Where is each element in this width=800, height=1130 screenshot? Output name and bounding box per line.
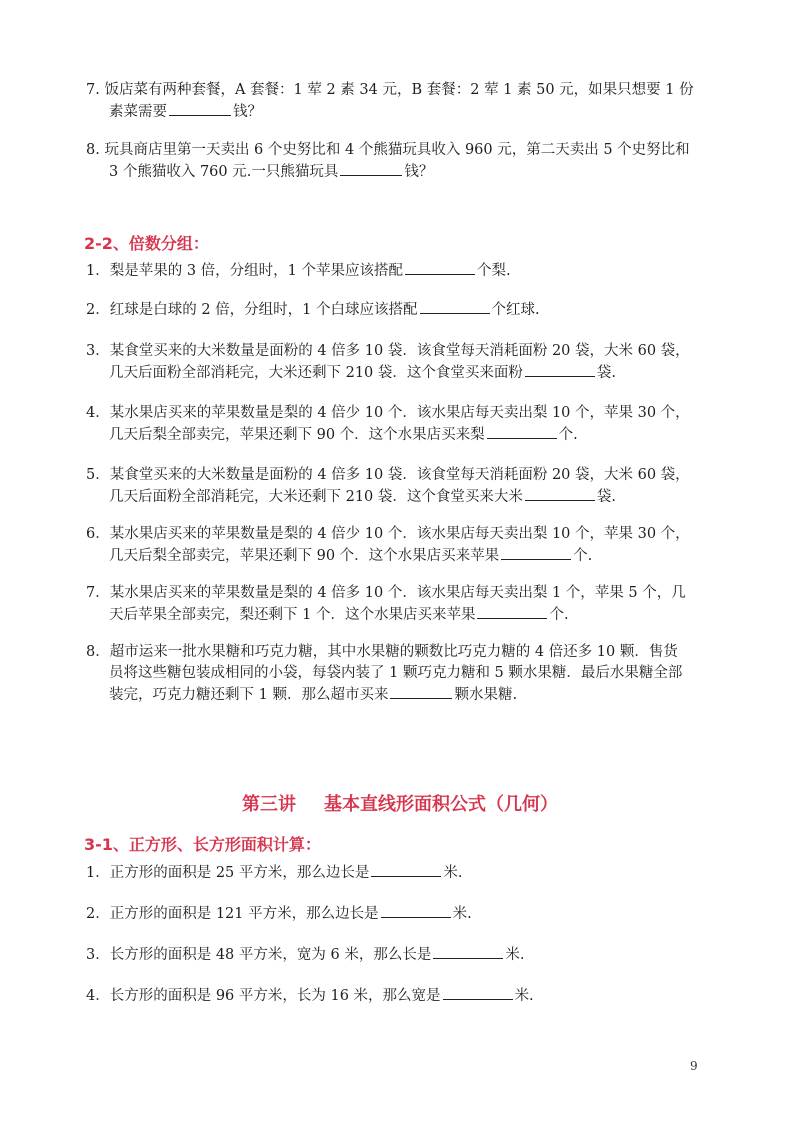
problem-line: 4．某水果店买来的苹果数量是梨的 4 倍少 10 个．该水果店每天卖出梨 10 个，苹果 30 个，	[86, 405, 690, 421]
problem-text: 天后苹果全部卖完，梨还剩下 1 个．这个水果店买来苹果	[109, 607, 476, 623]
answer-blank[interactable]	[477, 604, 547, 619]
problem-line	[109, 101, 262, 122]
answer-blank[interactable]	[420, 299, 490, 314]
answer-blank[interactable]	[169, 101, 231, 116]
problem-text: 几天后梨全部卖完，苹果还剩下 90 个．这个水果店买来梨	[109, 427, 485, 443]
problem-line	[109, 684, 517, 705]
problem-line: 6．某水果店买来的苹果数量是梨的 4 倍少 10 个．该水果店每天卖出梨 10 个，苹果 30 个，	[86, 526, 690, 542]
answer-blank[interactable]	[381, 903, 451, 918]
problem-line	[109, 486, 616, 507]
answer-blank[interactable]	[405, 260, 475, 275]
problem-line	[109, 362, 616, 383]
problem-line: 7. 饭店菜有两种套餐，A 套餐：1 荤 2 素 34 元，B 套餐：2 荤 1 素 50 元，如果只想要 1 份	[86, 82, 694, 98]
problem-text: 钱？	[233, 104, 262, 120]
problem-text: 钱？	[404, 164, 434, 180]
problem-text: 2．红球是白球的 2 倍，分组时，1 个白球应该搭配	[86, 302, 418, 318]
problem-line	[109, 161, 433, 182]
problem-line	[86, 299, 540, 320]
problem-line: 员将这些糖包装成相同的小袋，每袋内装了 1 颗巧克力糖和 5 颗水果糖．最后水果糖全部	[109, 665, 683, 681]
problem-line	[86, 903, 472, 924]
chapter-number: 第三讲	[242, 794, 296, 815]
problem-line	[109, 424, 578, 445]
problem-text: 素菜需要	[109, 104, 167, 120]
problem-text: 装完，巧克力糖还剩下 1 颗．那么超市买来	[109, 687, 389, 703]
problem-text: 几天后面粉全部消耗完，大米还剩下 210 袋．这个食堂买来面粉	[109, 365, 523, 381]
problem-text: 个.	[558, 427, 578, 443]
section-heading-3-1: 3-1、正方形、长方形面积计算：	[84, 835, 321, 854]
problem-text: 2．正方形的面积是 121 平方米，那么边长是	[86, 906, 379, 922]
problem-text: 个梨.	[477, 263, 511, 279]
problem-text: 3．长方形的面积是 48 平方米，宽为 6 米，那么长是	[86, 947, 432, 963]
problem-text: 1．正方形的面积是 25 平方米，那么边长是	[86, 865, 370, 881]
problem-text: 几天后面粉全部消耗完，大米还剩下 210 袋．这个食堂买来大米	[109, 489, 523, 505]
answer-blank[interactable]	[433, 944, 503, 959]
problem-text: 米.	[452, 906, 472, 922]
problem-text: 袋.	[596, 365, 617, 381]
problem-text: 3 个熊猫收入 760 元.一只熊猫玩具	[109, 164, 339, 180]
chapter-title	[0, 790, 800, 816]
answer-blank[interactable]	[371, 862, 441, 877]
problem-line: 8．超市运来一批水果糖和巧克力糖，其中水果糖的颗数比巧克力糖的 4 倍还多 10 颗．售货	[86, 644, 678, 660]
problem-line: 8. 玩具商店里第一天卖出 6 个史努比和 4 个熊猫玩具收入 960 元，第二天卖出 5 个史努比和	[86, 142, 690, 158]
problem-text: 米.	[443, 865, 463, 881]
problem-line	[86, 985, 534, 1006]
answer-blank[interactable]	[525, 486, 595, 501]
answer-blank[interactable]	[443, 985, 513, 1000]
problem-text: 米.	[514, 988, 534, 1004]
problem-text: 个.	[573, 548, 593, 564]
answer-blank[interactable]	[340, 161, 402, 176]
answer-blank[interactable]	[390, 684, 452, 699]
problem-line: 5．某食堂买来的大米数量是面粉的 4 倍多 10 袋．该食堂每天消耗面粉 20 袋，大米 60 袋，	[86, 467, 690, 483]
problem-text: 米.	[505, 947, 525, 963]
problem-line	[86, 944, 524, 965]
problem-line	[86, 862, 463, 883]
answer-blank[interactable]	[487, 424, 557, 439]
problem-text: 个红球.	[491, 302, 540, 318]
problem-text: 几天后梨全部卖完，苹果还剩下 90 个．这个水果店买来苹果	[109, 548, 500, 564]
problem-line: 7．某水果店买来的苹果数量是梨的 4 倍多 10 个．该水果店每天卖出梨 1 个，苹果 5 个，几	[86, 585, 686, 601]
problem-text: 颗水果糖.	[454, 687, 518, 703]
chapter-name: 基本直线形面积公式（几何）	[324, 794, 558, 815]
problem-text: 1．梨是苹果的 3 倍，分组时，1 个苹果应该搭配	[86, 263, 404, 279]
problem-text: 袋.	[596, 489, 617, 505]
problem-line	[86, 260, 511, 281]
answer-blank[interactable]	[501, 545, 571, 560]
problem-text: 个.	[549, 607, 569, 623]
page-number: 9	[690, 1059, 698, 1073]
problem-line	[109, 545, 592, 566]
answer-blank[interactable]	[525, 362, 595, 377]
problem-line	[109, 604, 569, 625]
problem-text: 4．长方形的面积是 96 平方米，长为 16 米，那么宽是	[86, 988, 441, 1004]
section-heading-2-2: 2-2、倍数分组：	[84, 234, 209, 253]
problem-line: 3．某食堂买来的大米数量是面粉的 4 倍多 10 袋．该食堂每天消耗面粉 20 袋，大米 60 袋，	[86, 343, 690, 359]
